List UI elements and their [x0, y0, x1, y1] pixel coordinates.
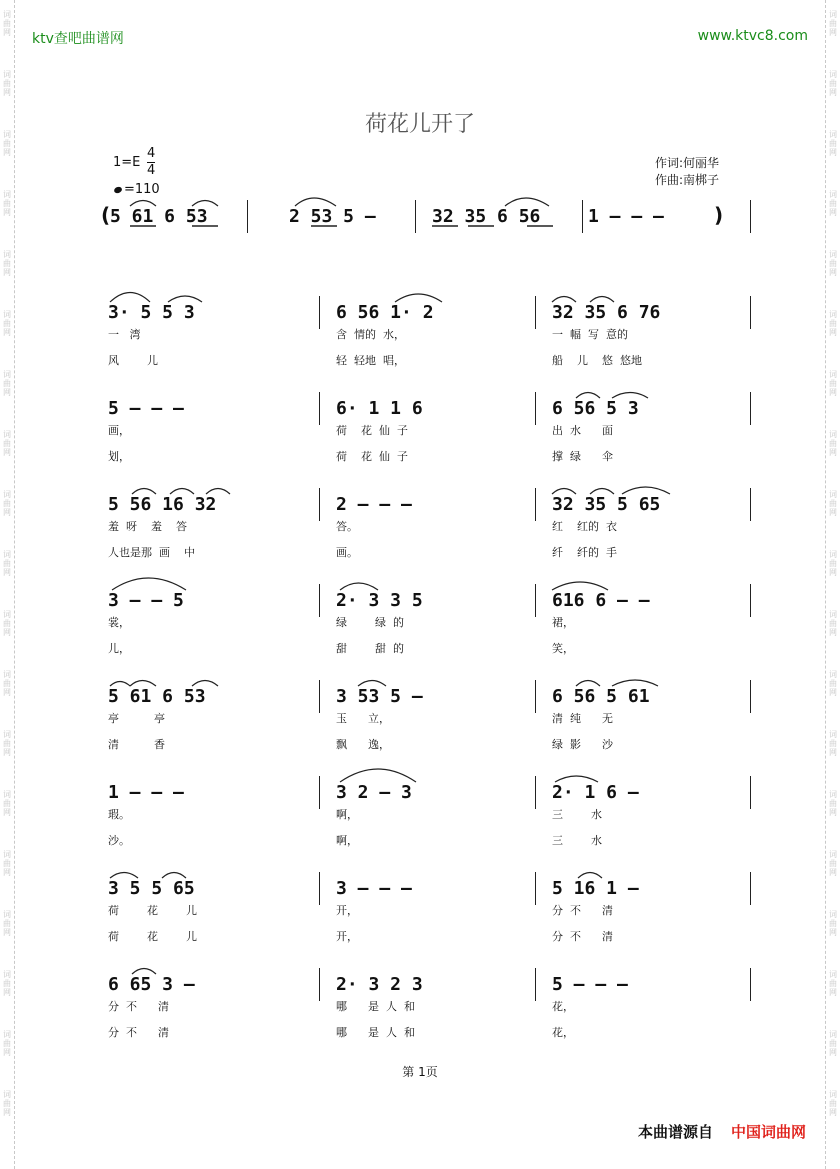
slur: [552, 582, 608, 590]
lyric-verse-2: 开，: [336, 930, 358, 943]
watermark-text: 词 曲 网: [3, 1030, 11, 1057]
slur: [395, 294, 442, 302]
lyric-verse-1: 开，: [336, 904, 358, 917]
barline: [582, 200, 583, 233]
lyric-verse-1: 裙，: [552, 616, 574, 629]
lyric-verse-2: 撑 绿 伞: [552, 450, 613, 463]
watermark-text: 词 曲 网: [829, 790, 837, 817]
watermark-text: 词 曲 网: [3, 850, 11, 877]
barline: [535, 584, 536, 617]
watermark-text: 词 曲 网: [829, 970, 837, 997]
watermark-text: 词 曲 网: [3, 310, 11, 337]
measure-notes: 32 35 6 76: [552, 302, 661, 323]
slur: [295, 198, 336, 206]
watermark-text: 词 曲 网: [829, 850, 837, 877]
lyric-verse-1: 瑕。: [108, 808, 130, 821]
measure-notes: 2 – – –: [336, 494, 412, 515]
barline: [319, 872, 320, 905]
lyric-verse-2: 划，: [108, 450, 130, 463]
tempo-value: =110: [124, 182, 160, 197]
measure-notes: 5 – – –: [108, 398, 184, 419]
slur: [505, 198, 549, 206]
source-site-link[interactable]: 中国词曲网: [730, 1123, 806, 1141]
watermark-text: 词 曲 网: [829, 190, 837, 217]
slur: [340, 583, 378, 590]
measure-notes: 6 56 5 61: [552, 686, 650, 707]
lyric-verse-2: 飘 逸，: [336, 738, 390, 751]
watermark-text: 词 曲 网: [3, 730, 11, 757]
lyric-verse-2: 风 儿: [108, 354, 158, 367]
watermark-text: 词 曲 网: [829, 10, 837, 37]
watermark-text: 词 曲 网: [3, 130, 11, 157]
lyric-verse-1: 红 红的 衣: [552, 520, 617, 533]
watermark-text: 词 曲 网: [3, 790, 11, 817]
barline: [750, 488, 751, 521]
lyric-verse-2: 哪 是 人 和: [336, 1026, 415, 1039]
measure-notes: 5 56 16 32: [108, 494, 217, 515]
watermark-text: 词 曲 网: [829, 370, 837, 397]
barline: [750, 200, 751, 233]
barline: [750, 680, 751, 713]
lyric-verse-1: 亭 亭: [108, 712, 165, 725]
measure-notes: 6 56 1· 2: [336, 302, 434, 323]
watermark-text: 词 曲 网: [3, 490, 11, 517]
watermark-text: 词 曲 网: [829, 310, 837, 337]
watermark-text: 词 曲 网: [829, 1030, 837, 1057]
barline: [535, 872, 536, 905]
lyric-verse-1: 分 不 清: [108, 1000, 169, 1013]
lyric-verse-2: 纤 纤的 手: [552, 546, 617, 559]
lyric-verse-1: 三 水: [552, 808, 602, 821]
watermark-text: 词 曲 网: [3, 670, 11, 697]
barline: [535, 680, 536, 713]
lyric-verse-1: 羞 呀 羞 答: [108, 520, 187, 533]
watermark-text: 词 曲 网: [3, 610, 11, 637]
lyric-verse-2: 分 不 清: [552, 930, 613, 943]
measure-notes: 1 – – –: [108, 782, 184, 803]
lyric-verse-1: 哪 是 人 和: [336, 1000, 415, 1013]
watermark-text: 词 曲 网: [3, 550, 11, 577]
lyric-verse-2: 画。: [336, 546, 358, 559]
barline: [535, 968, 536, 1001]
slur: [622, 487, 670, 494]
watermark-text: 词 曲 网: [3, 190, 11, 217]
watermark-text: 词 曲 网: [829, 70, 837, 97]
barline: [750, 872, 751, 905]
lyric-verse-1: 分 不 清: [552, 904, 613, 917]
time-signature: [147, 146, 155, 179]
barline: [319, 392, 320, 425]
lyric-verse-1: 玉 立，: [336, 712, 390, 725]
lyric-verse-2: 荷 花 仙 子: [336, 450, 408, 463]
measure-notes: 2· 3 3 5: [336, 590, 423, 611]
measure-notes: 3 – – –: [336, 878, 412, 899]
watermark-text: 词 曲 网: [3, 970, 11, 997]
measure-notes: 6· 1 1 6: [336, 398, 423, 419]
lyric-verse-2: 啊，: [336, 834, 358, 847]
lyric-verse-1: 啊，: [336, 808, 358, 821]
barline: [319, 296, 320, 329]
source-credit: [638, 1121, 806, 1142]
measure-notes: 3 2 – 3: [336, 782, 412, 803]
measure-notes: 3 5 5 65: [108, 878, 195, 899]
lyric-verse-1: 清 纯 无: [552, 712, 613, 725]
lyric-verse-1: 含 情的 水，: [336, 328, 405, 341]
barline: [319, 680, 320, 713]
lyric-verse-2: 清 香: [108, 738, 165, 751]
watermark-text: 词 曲 网: [829, 430, 837, 457]
barline: [535, 776, 536, 809]
barline: [750, 968, 751, 1001]
time-signature-bottom: 4: [147, 163, 156, 178]
watermark-text: 词 曲 网: [3, 70, 11, 97]
barline: [750, 584, 751, 617]
lyric-verse-1: 荷 花 儿: [108, 904, 197, 917]
watermark-text: 词 曲 网: [829, 610, 837, 637]
watermark-text: 词 曲 网: [3, 10, 11, 37]
barline: [247, 200, 248, 233]
lyric-verse-1: 答。: [336, 520, 358, 533]
lyric-verse-1: 一 湾: [108, 328, 141, 341]
lyric-verse-2: 绿 影 沙: [552, 738, 613, 751]
slur: [340, 769, 416, 782]
watermark-text: 词 曲 网: [829, 130, 837, 157]
lyric-verse-2: 荷 花 儿: [108, 930, 197, 943]
barline: [319, 584, 320, 617]
measure-notes: 2· 1 6 –: [552, 782, 639, 803]
watermark-text: 词 曲 网: [3, 1090, 11, 1117]
watermark-text: 词 曲 网: [829, 250, 837, 277]
barline: [750, 392, 751, 425]
watermark-text: 词 曲 网: [3, 250, 11, 277]
lyric-verse-1: 一 幅 写 意的: [552, 328, 628, 341]
measure-notes: 3 53 5 –: [336, 686, 423, 707]
barline: [319, 488, 320, 521]
barline: [535, 296, 536, 329]
slur: [112, 578, 186, 590]
watermark-text: 词 曲 网: [829, 670, 837, 697]
lyric-verse-1: 花，: [552, 1000, 574, 1013]
key-signature: 1=E: [113, 155, 141, 170]
intro-measure: 1 – – –: [588, 206, 664, 227]
watermark-text: 词 曲 网: [829, 730, 837, 757]
lyric-verse-2: 甜 甜 的: [336, 642, 404, 655]
watermark-text: 词 曲 网: [829, 490, 837, 517]
measure-notes: 616 6 – –: [552, 590, 650, 611]
lyric-verse-2: 沙。: [108, 834, 130, 847]
site-name-left[interactable]: ktv查吧曲谱网: [32, 31, 124, 47]
measure-notes: 5 16 1 –: [552, 878, 639, 899]
intro-close-paren: ): [714, 203, 724, 227]
lyric-verse-2: 花，: [552, 1026, 574, 1039]
source-label: 本曲谱源自: [637, 1123, 713, 1141]
watermark-text: 词 曲 网: [829, 550, 837, 577]
watermark-text: 词 曲 网: [3, 370, 11, 397]
barline: [750, 776, 751, 809]
intro-measure: 5 61 6 53: [110, 206, 208, 227]
composer-credit: 作曲:南梆子: [655, 173, 720, 187]
watermark-text: 词 曲 网: [3, 430, 11, 457]
right-margin-strip: [825, 0, 840, 1169]
lyric-verse-1: 荷 花 仙 子: [336, 424, 408, 437]
barline: [535, 488, 536, 521]
lyric-verse-2: 人也是那 画 中: [108, 546, 195, 559]
measure-notes: 2· 3 2 3: [336, 974, 423, 995]
measure-notes: 6 56 5 3: [552, 398, 639, 419]
lyric-verse-1: 画，: [108, 424, 130, 437]
tempo-marking: [114, 182, 160, 197]
lyric-verse-2: 三 水: [552, 834, 602, 847]
time-signature-top: 4: [147, 146, 156, 161]
lyric-verse-2: 轻 轻地 唱，: [336, 354, 405, 367]
barline: [319, 776, 320, 809]
measure-notes: 3 – – 5: [108, 590, 184, 611]
lyric-verse-2: 笑，: [552, 642, 574, 655]
measure-notes: 3· 5 5 3: [108, 302, 195, 323]
measure-notes: 6 65 3 –: [108, 974, 195, 995]
lyric-verse-2: 分 不 清: [108, 1026, 169, 1039]
barline: [319, 968, 320, 1001]
watermark-text: 词 曲 网: [829, 910, 837, 937]
intro-measure: 2 53 5 –: [289, 206, 376, 227]
lyric-verse-1: 裳，: [108, 616, 130, 629]
quarter-note-icon: [113, 186, 123, 194]
song-title: 荷花儿开了: [364, 112, 475, 137]
barline: [415, 200, 416, 233]
measure-notes: 5 – – –: [552, 974, 628, 995]
barline: [535, 392, 536, 425]
lyric-verse-2: 船 儿 悠 悠地: [552, 354, 642, 367]
page-number: 第 1页: [402, 1065, 438, 1079]
barline: [750, 296, 751, 329]
lyricist-credit: 作词:何丽华: [655, 156, 720, 170]
slur: [110, 293, 150, 303]
left-margin-strip: [0, 0, 15, 1169]
measure-notes: 5 61 6 53: [108, 686, 206, 707]
watermark-text: 词 曲 网: [3, 910, 11, 937]
intro-open-paren: (: [101, 203, 111, 227]
lyric-verse-1: 出 水 面: [552, 424, 613, 437]
watermark-text: 词 曲 网: [829, 1090, 837, 1117]
lyric-verse-1: 绿 绿 的: [336, 616, 404, 629]
intro-measure: 32 35 6 56: [432, 206, 541, 227]
measure-notes: 32 35 5 65: [552, 494, 661, 515]
site-url-right[interactable]: www.ktvc8.com: [697, 28, 808, 44]
lyric-verse-2: 儿，: [108, 642, 130, 655]
